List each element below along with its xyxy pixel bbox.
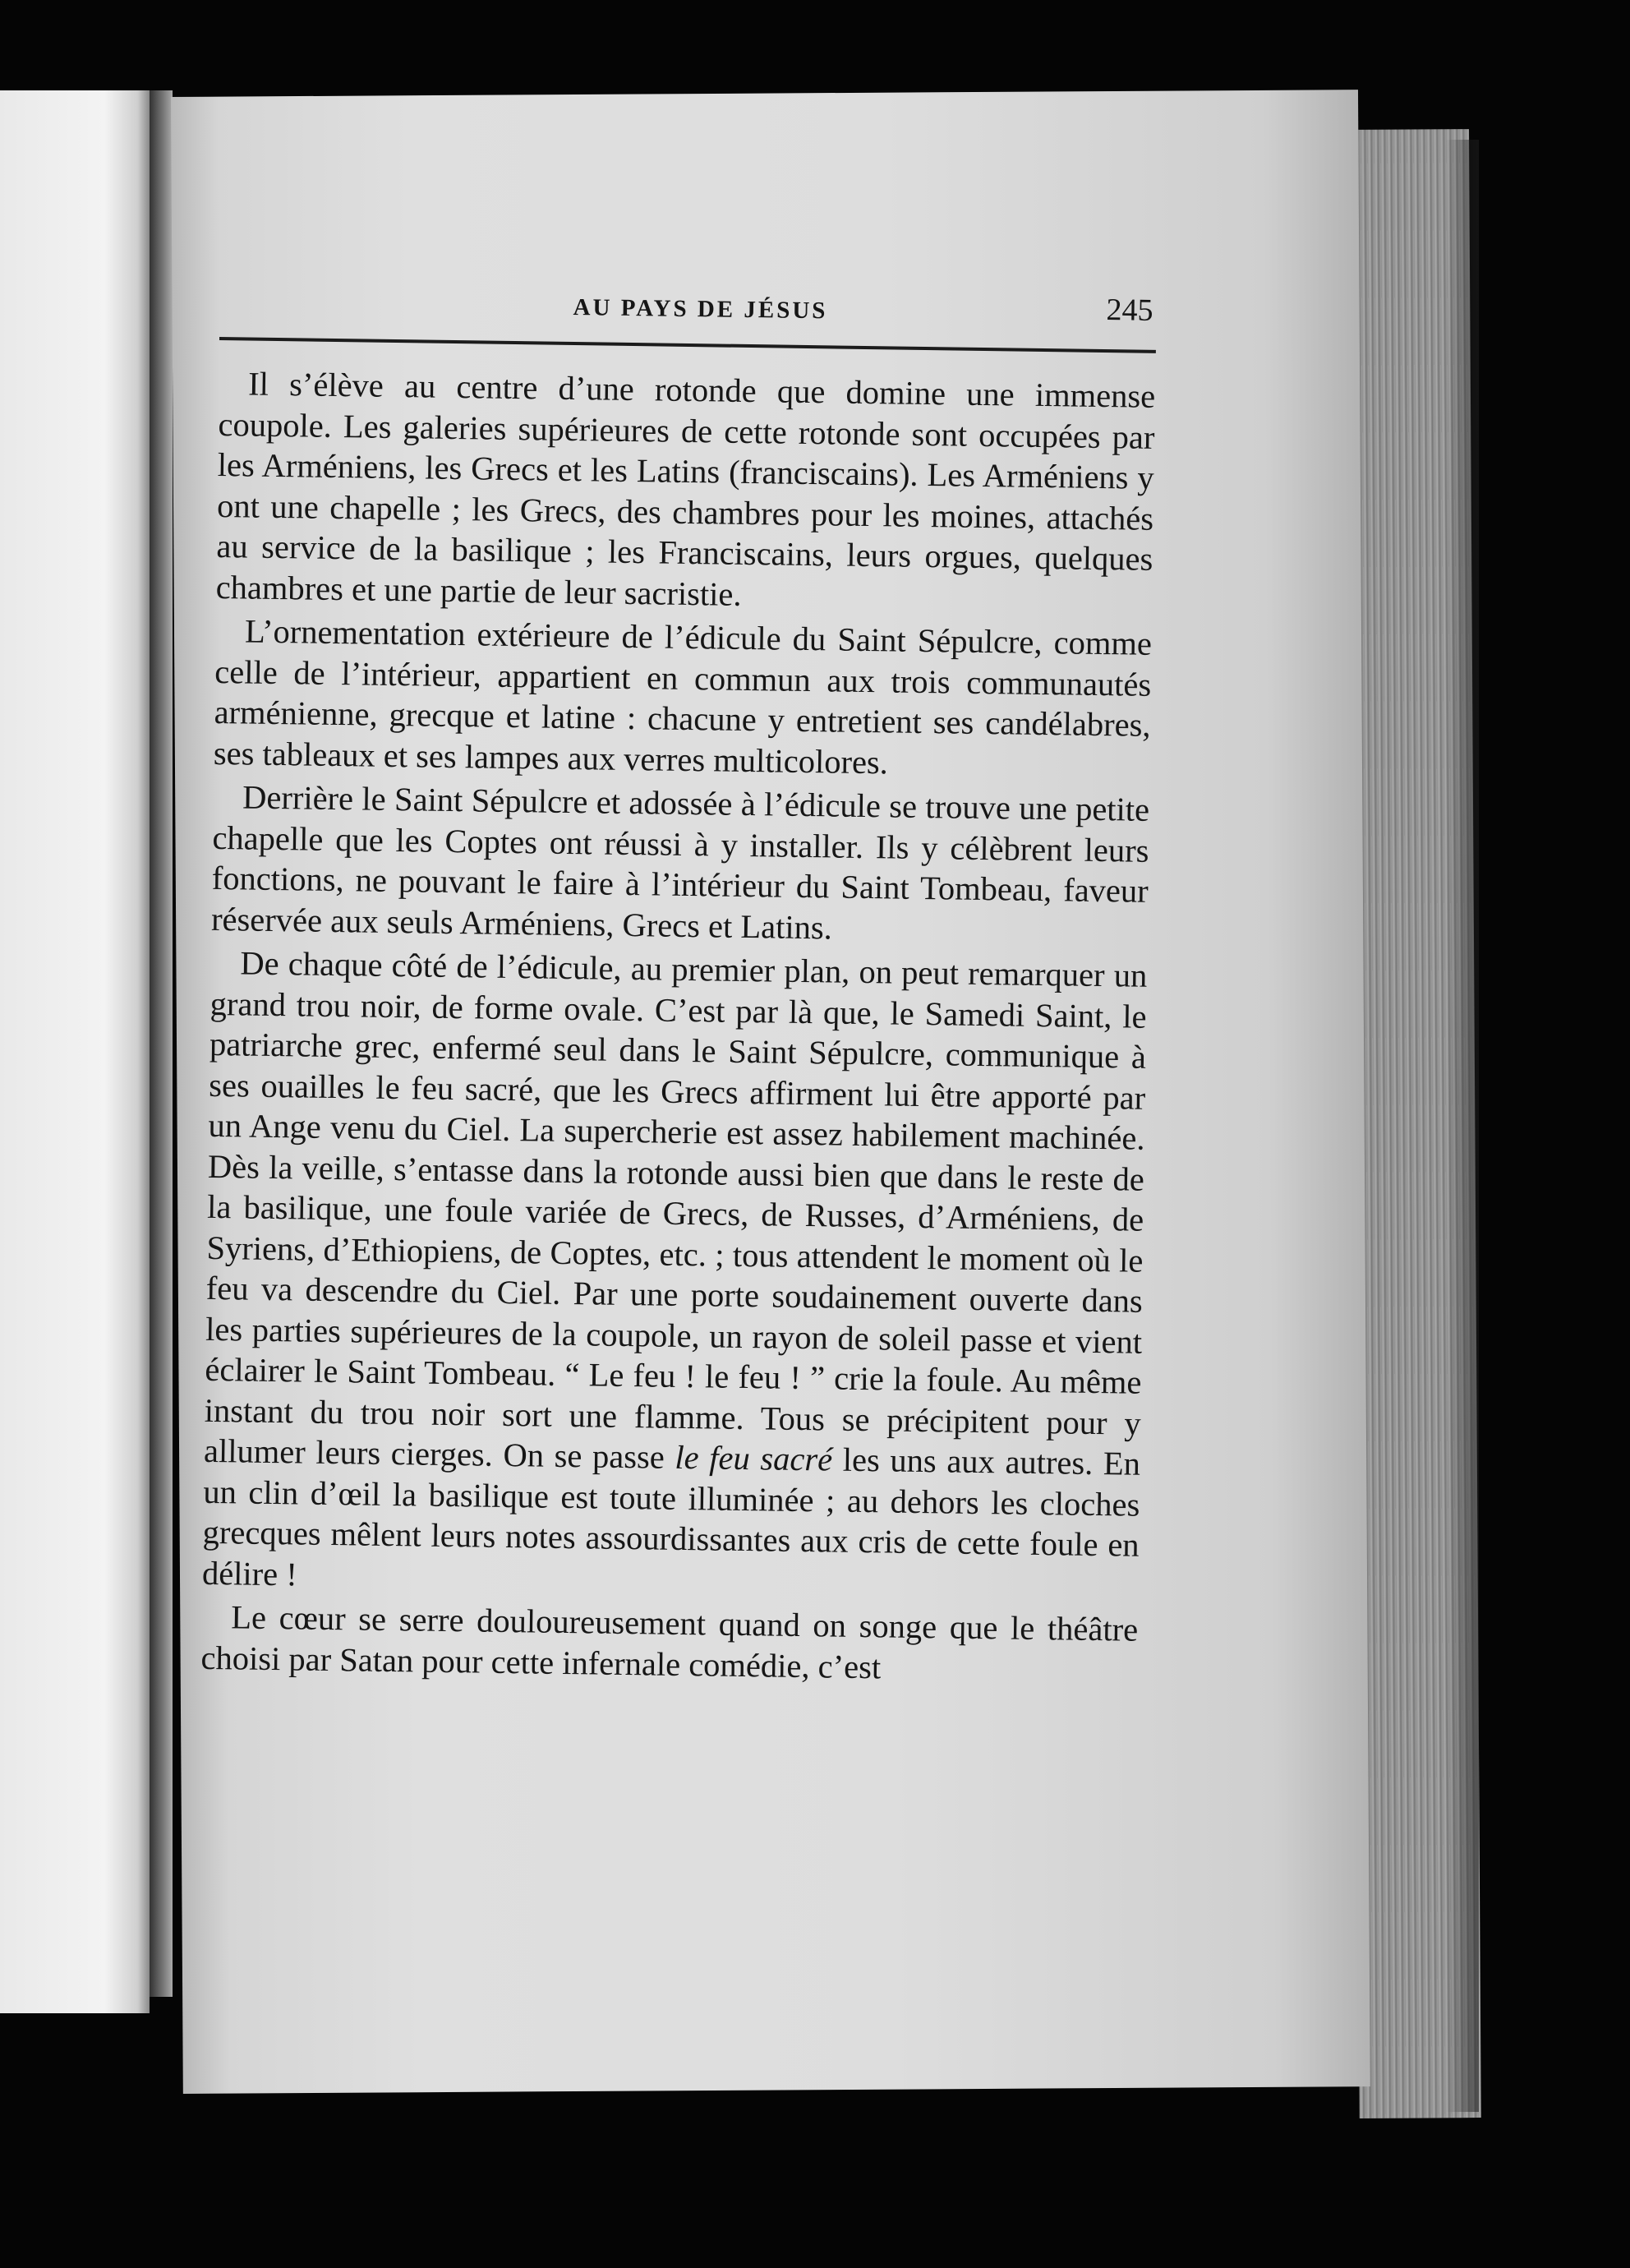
paragraph-4-italic: le feu sacré <box>675 1438 833 1478</box>
page-header <box>219 279 1157 353</box>
running-title: AU PAYS DE JÉSUS <box>573 294 828 325</box>
paragraph-3: Derrière le Saint Sépulcre et adossée à l’édicule se trouve une petite chapelle que les Coptes ont réussi à y installer. Ils y célèbrent leurs fonctions, ne pouvant le faire à l’intérieur du Saint Tombeau, faveur réservée aux seuls Arméniens, Grecs et Latins. <box>210 778 1150 946</box>
paragraph-4-text-b: les uns aux autres. En un clin d’œil la basilique est toute illuminée ; au dehors les cloches grecques mêlent leurs notes assourdissantes aux cris de cette foule en délire ! <box>201 1441 1141 1593</box>
paragraph-4 <box>202 943 1148 1606</box>
paragraph-4-text-a: De chaque côté de l’édicule, au premier plan, on peut remarquer un grand trou noir, de forme ovale. C’est par là que, le Samedi Saint, le patriarche grec, enfermé seul dans le Saint Sépulcre, communique à ses ouailles le feu sacré, que les Grecs affirment lui être apporté par un Ange venu du Ciel. La supercherie est assez habilement machinée. Dès la veille, s’entasse dans la rotonde aussi bien que dans le reste de la basilique, une foule variée de Grecs, de Russes, d’Arméniens, de Syriens, d’Ethiopiens, de Coptes, etc. ; tous attendent le moment où le feu va descendre du Ciel. Par une porte soudainement ouverte dans les parties supérieures de la coupole, un rayon de soleil passe et vient éclairer le Saint Tombeau. “ Le feu ! le feu ! ” crie la foule. Au même instant du trou noir sort une flamme. Tous se précipitent pour y allumer leurs cierges. On se passe <box>203 944 1148 1476</box>
paragraph-2: L’ornementation extérieure de l’édicule du Saint Sépulcre, comme celle de l’intérieur, appartient en commun aux trois communautés arménienne, grecque et latine : chacune y entretient ses candélabres, ses tableaux et ses lampes aux verres multicolores. <box>213 612 1153 781</box>
paragraph-1: Il s’élève au centre d’une rotonde que domine une immense coupole. Les galeries supérieures de cette rotonde sont occupées par les Arméniens, les Grecs et les Latins (franciscains). Les Arméniens y ont une chapelle ; les Grecs, des chambres pour les moines, attachés au service de la basilique ; les Franciscains, leurs orgues, quelques chambres et une partie de leur sacristie. <box>215 365 1156 613</box>
paragraph-5: Le cœur se serre douloureusement quand on songe que le théâtre choisi par Satan pour cette infernale comédie, c’est <box>200 1598 1139 1685</box>
page-edges-shadow <box>1446 140 1479 2112</box>
left-page-edge <box>0 90 150 2013</box>
page-content <box>200 279 1157 1691</box>
book-gutter <box>150 90 173 1997</box>
page-number: 245 <box>1106 293 1153 328</box>
